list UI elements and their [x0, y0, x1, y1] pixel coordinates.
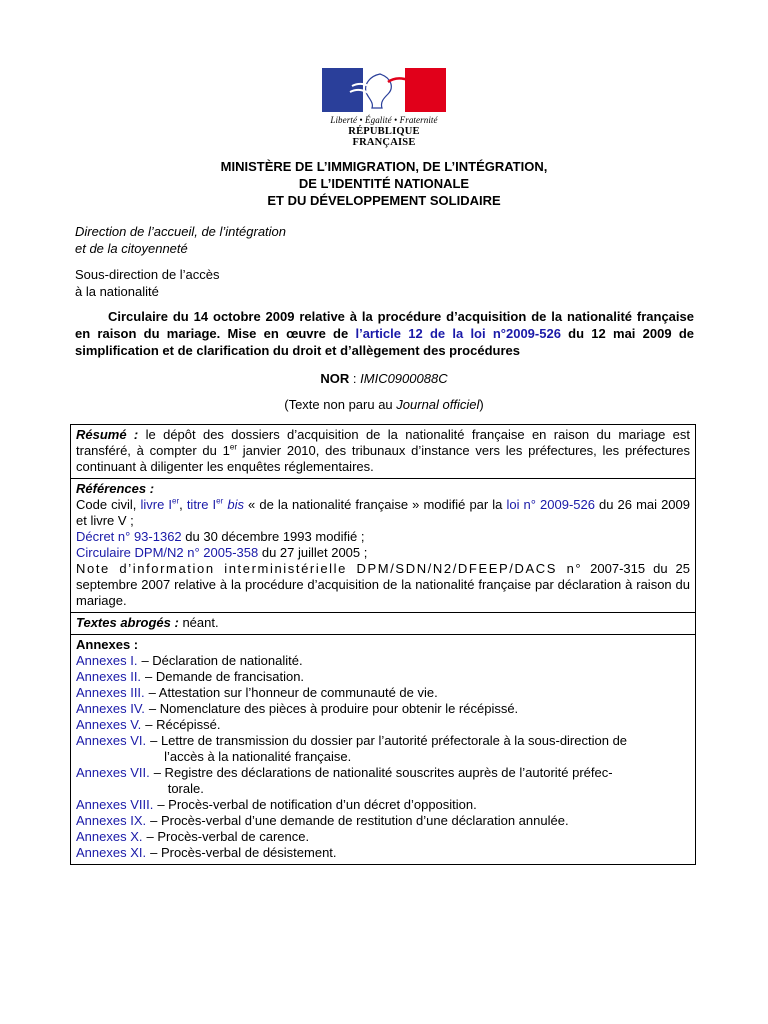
- nor-sep: :: [349, 371, 361, 386]
- ministry-line-3: ET DU DÉVELOPPEMENT SOLIDAIRE: [267, 193, 501, 208]
- nor-label: NOR: [320, 371, 350, 386]
- summary-text-2: janvier 2010, des tribunaux d’instance vers les préfectures, les préfectures continuant à diligenter les enquêtes réglementaires.: [76, 443, 690, 474]
- annex-text-cont: l’accès à la nationalité française.: [164, 749, 352, 764]
- reference-decret: [76, 529, 690, 545]
- repealed-text: néant.: [178, 615, 219, 630]
- annex-text: – Procès-verbal de désistement.: [150, 845, 337, 860]
- circular-text-1: Circulaire du 14 octobre 2009 relative à la procédure d’acquisition de la nationalité française en raison du mariage. Mise en œuvre de: [75, 309, 694, 341]
- reference-code-civil: [76, 497, 690, 529]
- circulaire-link[interactable]: Circulaire DPM/N2 n° 2005-358: [76, 545, 259, 560]
- circular-text-2: du 12 mai 2009 de simplification et de clarification du droit et d’allègement des procédures: [75, 326, 694, 358]
- titre-text: titre I: [186, 497, 217, 512]
- titre-sup: er: [216, 496, 224, 506]
- annex-item: [76, 765, 690, 797]
- ministry-line-2: DE L’IDENTITÉ NATIONALE: [298, 176, 470, 191]
- loi-link[interactable]: loi n° 2009-526: [506, 497, 595, 512]
- annex-text: – Procès-verbal d’une demande de restitution d’une déclaration annulée.: [150, 813, 569, 828]
- note-spaced: Note d’information interministérielle DPM/SDN/N2/DFEEP/DACS n°: [76, 561, 583, 576]
- annex-text: – Procès-verbal de carence.: [146, 829, 310, 844]
- livre-sup: er: [172, 496, 180, 506]
- annex-item: [76, 797, 690, 813]
- direction: [75, 223, 286, 257]
- publication-note: [0, 397, 768, 412]
- repealed-label: Textes abrogés :: [76, 615, 179, 630]
- annex-text: – Récépissé.: [145, 717, 221, 732]
- annexes-cell: [71, 634, 695, 864]
- annex-item: [76, 701, 690, 717]
- comma-text: ,: [179, 497, 187, 512]
- publication-open: (Texte non paru au: [284, 397, 397, 412]
- annex-text: – Registre des déclarations de nationalité souscrites auprès de l’autorité préfec-: [153, 765, 613, 780]
- annex-item: [76, 733, 690, 765]
- annex-link[interactable]: Annexes VIII.: [76, 797, 154, 812]
- titre-bis: bis: [223, 497, 244, 512]
- annex-link[interactable]: Annexes II.: [76, 669, 142, 684]
- annex-item: [76, 685, 690, 701]
- code-civil-text: Code civil,: [76, 497, 141, 512]
- decret-tail: du 30 décembre 1993 modifié ;: [181, 529, 365, 544]
- annex-item: [76, 653, 690, 669]
- repealed-cell: [71, 612, 695, 634]
- circulaire-tail: du 27 juillet 2005 ;: [258, 545, 368, 560]
- annex-item: [76, 717, 690, 733]
- summary-label: Résumé :: [76, 427, 139, 442]
- annex-item: [76, 829, 690, 845]
- quote-text: « de la nationalité française » modifié par la: [243, 497, 507, 512]
- ministry-title: [0, 158, 768, 209]
- marianne-flag-icon: [322, 68, 446, 112]
- annex-text: – Attestation sur l’honneur de communauté de vie.: [148, 685, 438, 700]
- annex-link[interactable]: Annexes IX.: [76, 813, 147, 828]
- summary-cell: [71, 425, 695, 478]
- summary-sup: er: [229, 442, 237, 452]
- note-rest: 2007-315 du 25 septembre 2007 relative à la procédure d’acquisition de la nationalité française par déclaration à raison du mariage.: [76, 561, 690, 608]
- annex-link[interactable]: Annexes I.: [76, 653, 138, 668]
- loi-tail: du 26 mai 2009 et livre V ;: [76, 497, 691, 528]
- summary-box: [70, 424, 696, 865]
- annex-link[interactable]: Annexes XI.: [76, 845, 147, 860]
- decret-link[interactable]: Décret n° 93-1362: [76, 529, 182, 544]
- annex-link[interactable]: Annexes X.: [76, 829, 143, 844]
- reference-circulaire: [76, 545, 690, 561]
- nor-line: [0, 371, 768, 386]
- annex-link[interactable]: Annexes V.: [76, 717, 142, 732]
- republic-name: RÉPUBLIQUE FRANÇAISE: [348, 126, 420, 148]
- nor-value: IMIC0900088C: [360, 371, 448, 386]
- annex-item: [76, 669, 690, 685]
- livre-link[interactable]: [140, 497, 179, 512]
- republic-motto: Liberté • Égalité • Fraternité: [330, 115, 438, 125]
- livre-text: livre I: [140, 497, 172, 512]
- subdirection-line-2: à la nationalité: [75, 284, 159, 299]
- references-label: Références :: [76, 481, 155, 496]
- annex-link[interactable]: Annexes IV.: [76, 701, 145, 716]
- reference-note: [76, 561, 690, 609]
- annex-text: – Déclaration de nationalité.: [141, 653, 303, 668]
- references-cell: [71, 478, 695, 612]
- summary-text: le dépôt des dossiers d’acquisition de la nationalité française en raison du mariage est transféré, à compter du 1: [76, 427, 690, 458]
- subdirection: [75, 266, 220, 300]
- annex-text-cont: torale.: [167, 781, 204, 796]
- annex-text: – Demande de francisation.: [145, 669, 305, 684]
- annex-item: [76, 845, 690, 861]
- annex-link[interactable]: Annexes VI.: [76, 733, 147, 748]
- direction-line-1: Direction de l’accueil, de l’intégration: [75, 224, 287, 239]
- annex-link[interactable]: Annexes VII.: [76, 765, 150, 780]
- annex-text: – Nomenclature des pièces à produire pour obtenir le récépissé.: [148, 701, 519, 716]
- article-12-link[interactable]: l’article 12 de la loi n°2009-526: [355, 326, 561, 341]
- publication-close: ): [479, 397, 484, 412]
- ministry-line-1: MINISTÈRE DE L’IMMIGRATION, DE L’INTÉGRATION,: [220, 159, 548, 174]
- direction-line-2: et de la citoyenneté: [75, 241, 188, 256]
- annex-text: – Procès-verbal de notification d’un décret d’opposition.: [157, 797, 477, 812]
- subdirection-line-1: Sous-direction de l’accès: [75, 267, 220, 282]
- journal-officiel: Journal officiel: [396, 397, 480, 412]
- annex-item: [76, 813, 690, 829]
- annex-link[interactable]: Annexes III.: [76, 685, 145, 700]
- annex-text: – Lettre de transmission du dossier par l’autorité préfectorale à la sous-direction de: [150, 733, 628, 748]
- republic-logo: [322, 68, 446, 148]
- annexes-label: Annexes :: [76, 637, 139, 652]
- titre-link[interactable]: [187, 497, 244, 512]
- circular-title: [75, 308, 694, 359]
